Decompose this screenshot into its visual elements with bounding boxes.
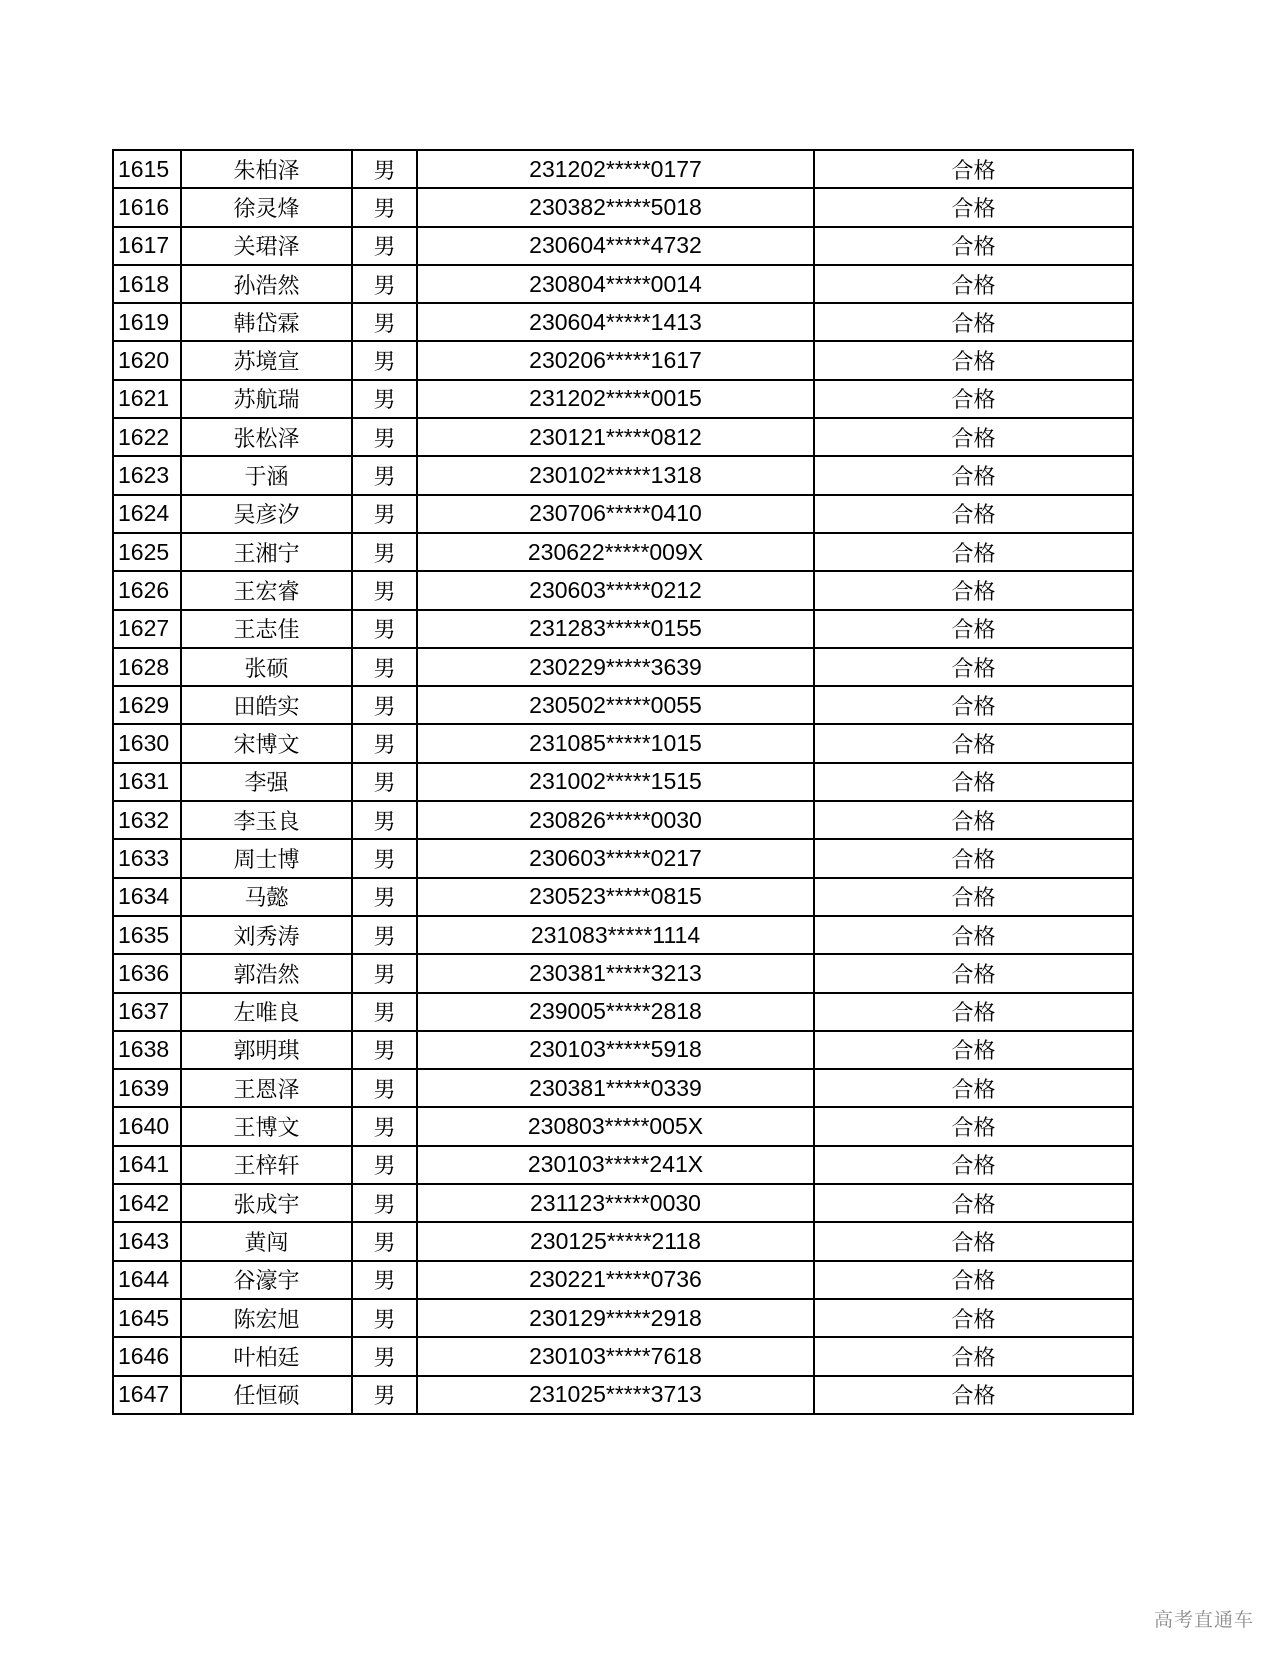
id-number-cell: 230826*****0030 — [417, 801, 814, 839]
result-cell: 合格 — [814, 648, 1133, 686]
id-number-cell: 230622*****009X — [417, 533, 814, 571]
row-number-cell: 1638 — [113, 1031, 181, 1069]
gender-cell: 男 — [352, 265, 417, 303]
gender-cell: 男 — [352, 839, 417, 877]
gender-cell: 男 — [352, 1222, 417, 1260]
gender-cell: 男 — [352, 1337, 417, 1375]
name-cell: 王恩泽 — [181, 1069, 352, 1107]
name-cell: 吴彦汐 — [181, 495, 352, 533]
result-cell: 合格 — [814, 571, 1133, 609]
result-cell: 合格 — [814, 341, 1133, 379]
table-row — [113, 1184, 1133, 1222]
row-number-cell: 1623 — [113, 456, 181, 494]
id-number-cell: 231202*****0015 — [417, 380, 814, 418]
table-row — [113, 686, 1133, 724]
result-cell: 合格 — [814, 1031, 1133, 1069]
result-cell: 合格 — [814, 418, 1133, 456]
table-row — [113, 1146, 1133, 1184]
result-cell: 合格 — [814, 265, 1133, 303]
table-row — [113, 1031, 1133, 1069]
gender-cell: 男 — [352, 954, 417, 992]
gender-cell: 男 — [352, 686, 417, 724]
row-number-cell: 1641 — [113, 1146, 181, 1184]
result-cell: 合格 — [814, 878, 1133, 916]
name-cell: 于涵 — [181, 456, 352, 494]
id-number-cell: 231202*****0177 — [417, 150, 814, 188]
row-number-cell: 1642 — [113, 1184, 181, 1222]
name-cell: 谷濠宇 — [181, 1261, 352, 1299]
name-cell: 王志佳 — [181, 610, 352, 648]
table-row — [113, 1337, 1133, 1375]
table-row — [113, 1299, 1133, 1337]
result-cell: 合格 — [814, 1146, 1133, 1184]
id-number-cell: 230604*****1413 — [417, 303, 814, 341]
table-row — [113, 724, 1133, 762]
name-cell: 王湘宁 — [181, 533, 352, 571]
roster-body — [113, 150, 1133, 1414]
row-number-cell: 1622 — [113, 418, 181, 456]
name-cell: 苏航瑞 — [181, 380, 352, 418]
result-cell: 合格 — [814, 686, 1133, 724]
gender-cell: 男 — [352, 1376, 417, 1414]
result-cell: 合格 — [814, 1222, 1133, 1260]
gender-cell: 男 — [352, 188, 417, 226]
result-cell: 合格 — [814, 227, 1133, 265]
name-cell: 任恒硕 — [181, 1376, 352, 1414]
table-row — [113, 418, 1133, 456]
row-number-cell: 1627 — [113, 610, 181, 648]
table-row — [113, 188, 1133, 226]
table-row — [113, 610, 1133, 648]
id-number-cell: 230523*****0815 — [417, 878, 814, 916]
gender-cell: 男 — [352, 1031, 417, 1069]
id-number-cell: 230603*****0217 — [417, 839, 814, 877]
id-number-cell: 230103*****5918 — [417, 1031, 814, 1069]
name-cell: 韩岱霖 — [181, 303, 352, 341]
table-row — [113, 878, 1133, 916]
result-cell: 合格 — [814, 1184, 1133, 1222]
id-number-cell: 230103*****241X — [417, 1146, 814, 1184]
table-row — [113, 265, 1133, 303]
row-number-cell: 1617 — [113, 227, 181, 265]
result-cell: 合格 — [814, 380, 1133, 418]
table-row — [113, 533, 1133, 571]
roster-table — [112, 149, 1134, 1415]
id-number-cell: 230206*****1617 — [417, 341, 814, 379]
row-number-cell: 1633 — [113, 839, 181, 877]
row-number-cell: 1647 — [113, 1376, 181, 1414]
id-number-cell: 230604*****4732 — [417, 227, 814, 265]
result-cell: 合格 — [814, 993, 1133, 1031]
row-number-cell: 1631 — [113, 763, 181, 801]
gender-cell: 男 — [352, 801, 417, 839]
row-number-cell: 1616 — [113, 188, 181, 226]
gender-cell: 男 — [352, 993, 417, 1031]
name-cell: 张硕 — [181, 648, 352, 686]
table-row — [113, 801, 1133, 839]
id-number-cell: 230706*****0410 — [417, 495, 814, 533]
gender-cell: 男 — [352, 610, 417, 648]
gender-cell: 男 — [352, 1299, 417, 1337]
gender-cell: 男 — [352, 380, 417, 418]
result-cell: 合格 — [814, 1107, 1133, 1145]
name-cell: 马懿 — [181, 878, 352, 916]
gender-cell: 男 — [352, 916, 417, 954]
gender-cell: 男 — [352, 648, 417, 686]
table-row — [113, 1222, 1133, 1260]
table-row — [113, 495, 1133, 533]
gender-cell: 男 — [352, 724, 417, 762]
gender-cell: 男 — [352, 1261, 417, 1299]
id-number-cell: 230502*****0055 — [417, 686, 814, 724]
name-cell: 黄闯 — [181, 1222, 352, 1260]
result-cell: 合格 — [814, 610, 1133, 648]
table-row — [113, 227, 1133, 265]
row-number-cell: 1619 — [113, 303, 181, 341]
id-number-cell: 230804*****0014 — [417, 265, 814, 303]
result-cell: 合格 — [814, 1299, 1133, 1337]
row-number-cell: 1644 — [113, 1261, 181, 1299]
row-number-cell: 1620 — [113, 341, 181, 379]
name-cell: 叶柏廷 — [181, 1337, 352, 1375]
gender-cell: 男 — [352, 878, 417, 916]
row-number-cell: 1646 — [113, 1337, 181, 1375]
result-cell: 合格 — [814, 839, 1133, 877]
gender-cell: 男 — [352, 1107, 417, 1145]
result-cell: 合格 — [814, 303, 1133, 341]
table-row — [113, 380, 1133, 418]
id-number-cell: 230129*****2918 — [417, 1299, 814, 1337]
id-number-cell: 230381*****0339 — [417, 1069, 814, 1107]
id-number-cell: 230102*****1318 — [417, 456, 814, 494]
row-number-cell: 1618 — [113, 265, 181, 303]
table-row — [113, 993, 1133, 1031]
name-cell: 郭浩然 — [181, 954, 352, 992]
result-cell: 合格 — [814, 916, 1133, 954]
result-cell: 合格 — [814, 724, 1133, 762]
name-cell: 宋博文 — [181, 724, 352, 762]
name-cell: 田皓实 — [181, 686, 352, 724]
table-row — [113, 648, 1133, 686]
id-number-cell: 231123*****0030 — [417, 1184, 814, 1222]
name-cell: 徐灵烽 — [181, 188, 352, 226]
id-number-cell: 231025*****3713 — [417, 1376, 814, 1414]
table-row — [113, 456, 1133, 494]
id-number-cell: 230121*****0812 — [417, 418, 814, 456]
result-cell: 合格 — [814, 1337, 1133, 1375]
name-cell: 孙浩然 — [181, 265, 352, 303]
gender-cell: 男 — [352, 1069, 417, 1107]
row-number-cell: 1629 — [113, 686, 181, 724]
table-row — [113, 954, 1133, 992]
id-number-cell: 230382*****5018 — [417, 188, 814, 226]
result-cell: 合格 — [814, 1261, 1133, 1299]
id-number-cell: 230803*****005X — [417, 1107, 814, 1145]
row-number-cell: 1639 — [113, 1069, 181, 1107]
name-cell: 王宏睿 — [181, 571, 352, 609]
row-number-cell: 1636 — [113, 954, 181, 992]
table-row — [113, 1376, 1133, 1414]
result-cell: 合格 — [814, 150, 1133, 188]
result-cell: 合格 — [814, 1069, 1133, 1107]
name-cell: 朱柏泽 — [181, 150, 352, 188]
gender-cell: 男 — [352, 533, 417, 571]
id-number-cell: 230221*****0736 — [417, 1261, 814, 1299]
name-cell: 苏境宣 — [181, 341, 352, 379]
name-cell: 李强 — [181, 763, 352, 801]
gender-cell: 男 — [352, 763, 417, 801]
row-number-cell: 1643 — [113, 1222, 181, 1260]
row-number-cell: 1640 — [113, 1107, 181, 1145]
name-cell: 周士博 — [181, 839, 352, 877]
row-number-cell: 1635 — [113, 916, 181, 954]
name-cell: 李玉良 — [181, 801, 352, 839]
row-number-cell: 1630 — [113, 724, 181, 762]
id-number-cell: 230125*****2118 — [417, 1222, 814, 1260]
id-number-cell: 230603*****0212 — [417, 571, 814, 609]
gender-cell: 男 — [352, 303, 417, 341]
table-row — [113, 1261, 1133, 1299]
name-cell: 张松泽 — [181, 418, 352, 456]
result-cell: 合格 — [814, 954, 1133, 992]
gender-cell: 男 — [352, 456, 417, 494]
result-cell: 合格 — [814, 533, 1133, 571]
row-number-cell: 1634 — [113, 878, 181, 916]
row-number-cell: 1645 — [113, 1299, 181, 1337]
table-row — [113, 839, 1133, 877]
result-cell: 合格 — [814, 495, 1133, 533]
id-number-cell: 230229*****3639 — [417, 648, 814, 686]
row-number-cell: 1626 — [113, 571, 181, 609]
table-row — [113, 150, 1133, 188]
name-cell: 王博文 — [181, 1107, 352, 1145]
gender-cell: 男 — [352, 227, 417, 265]
table-row — [113, 571, 1133, 609]
name-cell: 左唯良 — [181, 993, 352, 1031]
result-cell: 合格 — [814, 456, 1133, 494]
table-row — [113, 763, 1133, 801]
row-number-cell: 1624 — [113, 495, 181, 533]
row-number-cell: 1615 — [113, 150, 181, 188]
name-cell: 关珺泽 — [181, 227, 352, 265]
id-number-cell: 231085*****1015 — [417, 724, 814, 762]
result-cell: 合格 — [814, 801, 1133, 839]
name-cell: 郭明琪 — [181, 1031, 352, 1069]
gender-cell: 男 — [352, 341, 417, 379]
id-number-cell: 231283*****0155 — [417, 610, 814, 648]
name-cell: 王梓轩 — [181, 1146, 352, 1184]
table-row — [113, 341, 1133, 379]
gender-cell: 男 — [352, 1146, 417, 1184]
table-row — [113, 303, 1133, 341]
result-cell: 合格 — [814, 1376, 1133, 1414]
name-cell: 张成宇 — [181, 1184, 352, 1222]
id-number-cell: 230381*****3213 — [417, 954, 814, 992]
result-cell: 合格 — [814, 188, 1133, 226]
id-number-cell: 231002*****1515 — [417, 763, 814, 801]
id-number-cell: 230103*****7618 — [417, 1337, 814, 1375]
row-number-cell: 1628 — [113, 648, 181, 686]
table-row — [113, 1107, 1133, 1145]
id-number-cell: 239005*****2818 — [417, 993, 814, 1031]
watermark-text: 高考直通车 — [1153, 1609, 1254, 1631]
name-cell: 陈宏旭 — [181, 1299, 352, 1337]
table-row — [113, 916, 1133, 954]
gender-cell: 男 — [352, 495, 417, 533]
table-row — [113, 1069, 1133, 1107]
id-number-cell: 231083*****1114 — [417, 916, 814, 954]
row-number-cell: 1625 — [113, 533, 181, 571]
row-number-cell: 1632 — [113, 801, 181, 839]
result-cell: 合格 — [814, 763, 1133, 801]
gender-cell: 男 — [352, 150, 417, 188]
name-cell: 刘秀涛 — [181, 916, 352, 954]
gender-cell: 男 — [352, 418, 417, 456]
row-number-cell: 1637 — [113, 993, 181, 1031]
row-number-cell: 1621 — [113, 380, 181, 418]
gender-cell: 男 — [352, 1184, 417, 1222]
gender-cell: 男 — [352, 571, 417, 609]
